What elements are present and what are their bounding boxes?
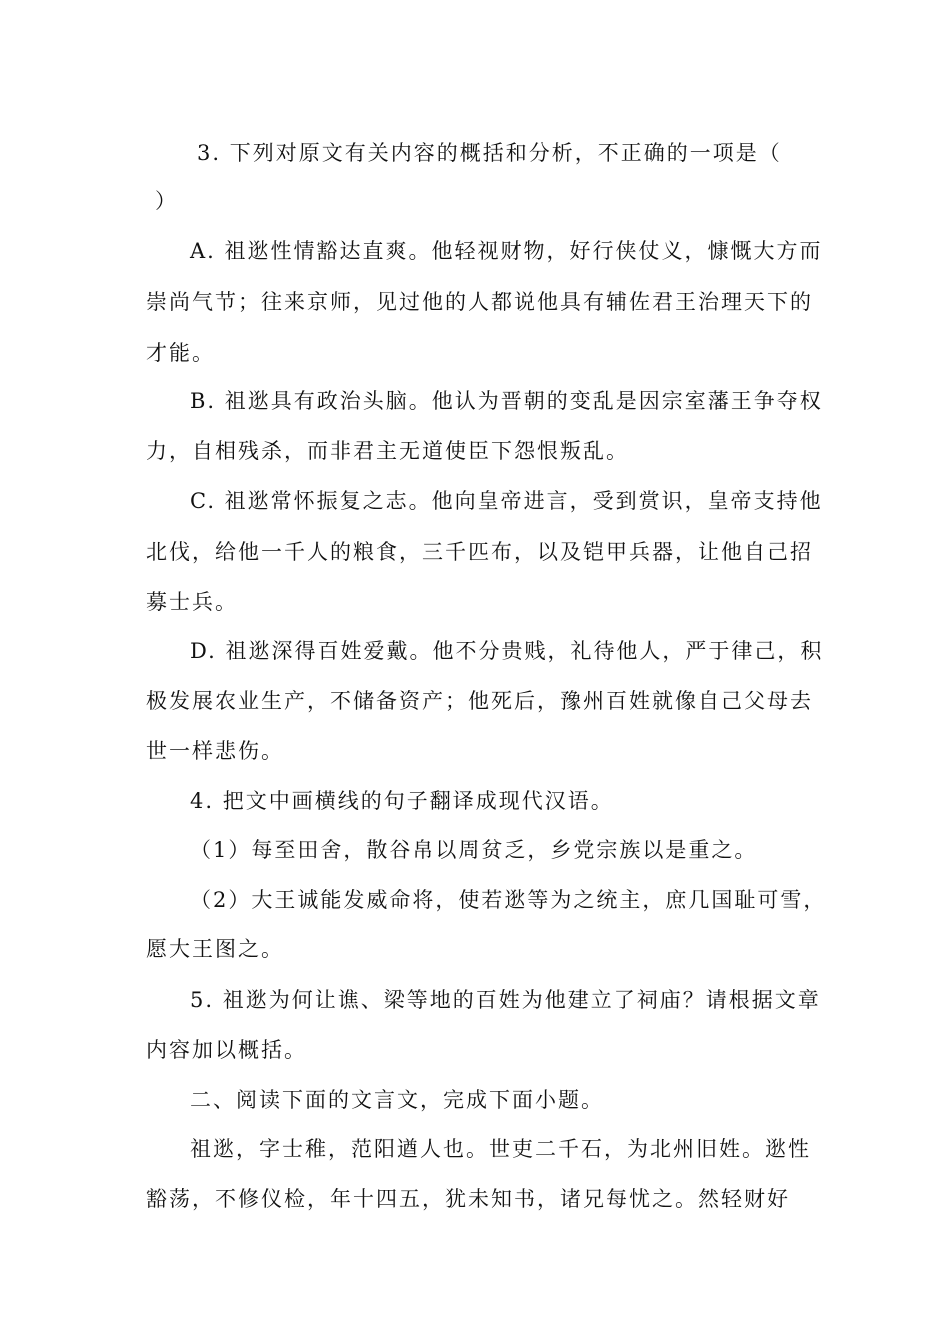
passage-line-1: 祖逖，字士稚，范阳遒人也。世吏二千石，为北州旧姓。逖性 [190,1137,811,1161]
q3-option-a-line-3: 才能。 [146,341,215,365]
q3-stem-line-1: 3. 下列对原文有关内容的概括和分析，不正确的一项是（ [197,141,782,165]
q3-option-a-line-2: 崇尚气节；往来京师，见过他的人都说他具有辅佐君王治理天下的 [146,290,813,314]
q5-stem-line-2: 内容加以概括。 [146,1038,307,1062]
q3-option-b-line-2: 力，自相残杀，而非君主无道使臣下怨恨叛乱。 [146,439,629,463]
q3-option-a-line-1: A. 祖逖性情豁达直爽。他轻视财物，好行侠仗义，慷慨大方而 [190,239,823,263]
q4-item-1: （1）每至田舍，散谷帛以周贫乏，乡党宗族以是重之。 [190,838,758,862]
q3-option-d-line-2: 极发展农业生产，不储备资产；他死后，豫州百姓就像自己父母去 [146,689,813,713]
passage-line-2: 豁荡，不修仪检，年十四五，犹未知书，诸兄每忧之。然轻财好 [146,1187,790,1211]
q4-stem: 4. 把文中画横线的句子翻译成现代汉语。 [190,789,614,813]
q3-option-c-line-1: C. 祖逖常怀振复之志。他向皇帝进言，受到赏识，皇帝支持他 [190,489,823,513]
q3-option-b-line-1: B. 祖逖具有政治头脑。他认为晋朝的变乱是因宗室藩王争夺权 [190,389,823,413]
q4-item-2-line-2: 愿大王图之。 [146,937,284,961]
q3-option-c-line-3: 募士兵。 [146,590,238,614]
q4-item-2-line-1: （2）大王诚能发威命将，使若逖等为之统主，庶几国耻可雪， [190,888,827,912]
q3-option-c-line-2: 北伐，给他一千人的粮食，三千匹布，以及铠甲兵器，让他自己招 [146,540,813,564]
q3-stem-line-2: ） [155,189,178,213]
q3-option-d-line-3: 世一样悲伤。 [146,739,284,763]
q3-option-d-line-1: D. 祖逖深得百姓爱戴。他不分贵贱，礼待他人，严于律己，积 [190,639,824,663]
q5-stem-line-1: 5. 祖逖为何让谯、梁等地的百姓为他建立了祠庙？请根据文章 [190,988,821,1012]
section-2-heading: 二、阅读下面的文言文，完成下面小题。 [190,1088,604,1112]
